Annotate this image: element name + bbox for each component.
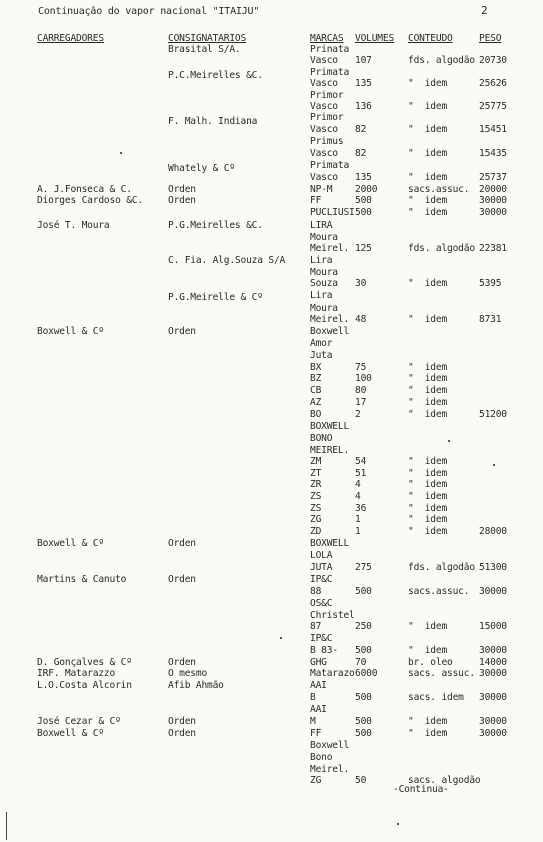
line-conteudo: " idem (408, 101, 448, 112)
line-consignatario: Whately & Cº (168, 163, 235, 174)
line-volumes: 500 (355, 586, 372, 597)
line-peso: 14000 (479, 657, 507, 668)
line-conteudo: " idem (408, 409, 448, 420)
line-marca: Primata (310, 160, 350, 171)
line-peso: 25775 (479, 101, 507, 112)
line-volumes: 500 (355, 692, 372, 703)
line-volumes: 80 (355, 385, 367, 396)
line-conteudo: " idem (408, 397, 448, 408)
line-peso: 30000 (479, 195, 507, 206)
line-volumes: 135 (355, 78, 372, 89)
line-marca: LOLA (310, 550, 333, 561)
line-volumes: 51 (355, 468, 367, 479)
line-conteudo: sacs. algodão (408, 775, 481, 786)
ink-speck (448, 440, 450, 442)
line-peso: 30000 (479, 692, 507, 703)
line-volumes: 82 (355, 124, 367, 135)
line-conteudo: " idem (408, 645, 448, 656)
line-volumes: 82 (355, 148, 367, 159)
margin-mark (6, 812, 7, 840)
line-volumes: 125 (355, 243, 372, 254)
line-peso: 25626 (479, 78, 507, 89)
line-volumes: 500 (355, 716, 372, 727)
line-marca: Meirel. (310, 764, 350, 775)
line-volumes: 135 (355, 172, 372, 183)
line-peso: 15451 (479, 124, 507, 135)
line-marca: ZM (310, 456, 322, 467)
line-volumes: 4 (355, 491, 361, 502)
line-marca: Vasco (310, 172, 338, 183)
line-volumes: 70 (355, 657, 367, 668)
line-marca: ZS (310, 491, 322, 502)
line-marca: Primata (310, 67, 350, 78)
line-marca: Primor (310, 112, 344, 123)
line-consignatario: Orden (168, 728, 196, 739)
line-marca: JUTA (310, 562, 333, 573)
line-marca: Vasco (310, 101, 338, 112)
line-conteudo: " idem (408, 207, 448, 218)
line-marca: ZG (310, 514, 322, 525)
line-marca: BO (310, 409, 322, 420)
ink-speck (120, 152, 122, 154)
line-marca: Moura (310, 232, 338, 243)
line-peso: 30000 (479, 645, 507, 656)
line-volumes: 1 (355, 526, 361, 537)
line-marca: IP&C (310, 574, 333, 585)
line-consignatario: P.G.Meirelles &C. (168, 220, 263, 231)
line-marca: Vasco (310, 148, 338, 159)
line-marca: Amor (310, 338, 333, 349)
line-carregador: A. J.Fonseca & C. (37, 184, 132, 195)
line-marca: Primor (310, 90, 344, 101)
line-volumes: 136 (355, 101, 372, 112)
line-conteudo: " idem (408, 373, 448, 384)
line-peso: 51200 (479, 409, 507, 420)
line-consignatario: O mesmo (168, 668, 208, 679)
line-volumes: 6000 (355, 668, 378, 679)
line-conteudo: " idem (408, 503, 448, 514)
line-conteudo: " idem (408, 621, 448, 632)
line-marca: MEIREL. (310, 445, 350, 456)
line-conteudo: " idem (408, 172, 448, 183)
page-number: 2 (481, 4, 488, 17)
line-consignatario: Brasital S/A. (168, 44, 241, 55)
line-conteudo: fds. algodão (408, 562, 475, 573)
line-consignatario: F. Malh. Indiana (168, 116, 258, 127)
line-volumes: 2000 (355, 184, 378, 195)
line-conteudo: sacs. idem (408, 692, 464, 703)
ink-speck (397, 823, 399, 825)
line-marca: ZD (310, 526, 322, 537)
line-consignatario: Afib Ahmão (168, 680, 224, 691)
line-peso: 30000 (479, 207, 507, 218)
line-conteudo: " idem (408, 78, 448, 89)
line-volumes: 275 (355, 562, 372, 573)
line-volumes: 2 (355, 409, 361, 420)
line-conteudo: " idem (408, 728, 448, 739)
line-volumes: 500 (355, 195, 372, 206)
line-peso: 25737 (479, 172, 507, 183)
line-conteudo: fds. algodão (408, 243, 475, 254)
line-conteudo: " idem (408, 468, 448, 479)
line-conteudo: " idem (408, 479, 448, 490)
line-marca: IP&C (310, 633, 333, 644)
line-carregador: Boxwell & Cº (37, 326, 104, 337)
line-peso: 30000 (479, 728, 507, 739)
line-marca: OS&C (310, 598, 333, 609)
line-marca: AZ (310, 397, 322, 408)
line-marca: NP-M (310, 184, 333, 195)
column-header-volumes: VOLUMES (355, 33, 395, 44)
line-marca: Matarazo (310, 668, 355, 679)
line-consignatario: Orden (168, 538, 196, 549)
line-marca: AAI (310, 704, 327, 715)
line-marca: BOXWELL (310, 538, 350, 549)
line-volumes: 4 (355, 479, 361, 490)
line-marca: LIRA (310, 220, 333, 231)
line-marca: AAI (310, 680, 327, 691)
line-conteudo: " idem (408, 148, 448, 159)
line-marca: Lira (310, 290, 333, 301)
line-marca: B (310, 692, 316, 703)
line-conteudo: " idem (408, 314, 448, 325)
line-marca: Bono (310, 752, 333, 763)
line-conteudo: " idem (408, 716, 448, 727)
line-carregador: Boxwell & Cº (37, 538, 104, 549)
line-marca: GHG (310, 657, 327, 668)
page-title: Continuação do vapor nacional "ITAIJU" (38, 6, 260, 17)
line-conteudo: " idem (408, 491, 448, 502)
line-conteudo: " idem (408, 195, 448, 206)
line-marca: Meirel. (310, 314, 350, 325)
column-header-peso: PESO (479, 33, 502, 44)
line-marca: Lira (310, 255, 333, 266)
line-conteudo: " idem (408, 124, 448, 135)
line-consignatario: Orden (168, 574, 196, 585)
line-carregador: José T. Moura (37, 220, 110, 231)
line-marca: Boxwell (310, 326, 350, 337)
line-consignatario: Orden (168, 326, 196, 337)
line-consignatario: Orden (168, 195, 196, 206)
line-carregador: IRF. Matarazzo (37, 668, 116, 679)
line-marca: Juta (310, 350, 333, 361)
line-consignatario: Orden (168, 184, 196, 195)
line-carregador: Boxwell & Cº (37, 728, 104, 739)
line-marca: ZG (310, 775, 322, 786)
line-marca: Moura (310, 303, 338, 314)
line-peso: 30000 (479, 668, 507, 679)
line-peso: 20730 (479, 55, 507, 66)
column-header-consignatarios: CONSIGNATARIOS (168, 33, 247, 44)
line-marca: BZ (310, 373, 322, 384)
line-marca: PUCLIUSI (310, 207, 355, 218)
line-conteudo: fds. algodão (408, 55, 475, 66)
line-marca: 88 (310, 586, 322, 597)
ink-speck (493, 464, 495, 466)
line-peso: 8731 (479, 314, 502, 325)
line-volumes: 500 (355, 645, 372, 656)
line-carregador: D. Gonçalves & Cº (37, 657, 132, 668)
line-conteudo: " idem (408, 278, 448, 289)
line-volumes: 36 (355, 503, 367, 514)
line-peso: 15000 (479, 621, 507, 632)
line-peso: 15435 (479, 148, 507, 159)
line-conteudo: br. oleo (408, 657, 453, 668)
line-volumes: 500 (355, 207, 372, 218)
line-marca: Vasco (310, 55, 338, 66)
line-marca: 87 (310, 621, 322, 632)
line-volumes: 50 (355, 775, 367, 786)
line-peso: 22381 (479, 243, 507, 254)
line-marca: ZS (310, 503, 322, 514)
line-consignatario: Orden (168, 657, 196, 668)
line-marca: FF (310, 195, 322, 206)
line-consignatario: P.G.Meirelle & Cº (168, 292, 263, 303)
line-marca: BOXWELL (310, 421, 350, 432)
line-marca: Christel (310, 610, 355, 621)
line-marca: Moura (310, 267, 338, 278)
line-conteudo: sacs. assuc. (408, 668, 475, 679)
line-marca: Boxwell (310, 740, 350, 751)
line-conteudo: sacs.assuc. (408, 586, 470, 597)
line-conteudo: " idem (408, 514, 448, 525)
line-marca: FF (310, 728, 322, 739)
continua-note: -Continua- (393, 784, 449, 795)
line-marca: B 83- (310, 645, 338, 656)
line-marca: Souza (310, 278, 338, 289)
line-carregador: L.O.Costa Alcorin (37, 680, 132, 691)
line-volumes: 54 (355, 456, 367, 467)
line-volumes: 100 (355, 373, 372, 384)
line-carregador: Martins & Canuto (37, 574, 127, 585)
line-marca: Primus (310, 136, 344, 147)
line-conteudo: " idem (408, 385, 448, 396)
line-carregador: Diorges Cardoso &C. (37, 195, 143, 206)
line-marca: BX (310, 362, 322, 373)
line-marca: ZR (310, 479, 322, 490)
line-carregador: José Cezar & Cº (37, 716, 121, 727)
line-volumes: 250 (355, 621, 372, 632)
line-volumes: 1 (355, 514, 361, 525)
line-conteudo: " idem (408, 526, 448, 537)
line-conteudo: " idem (408, 456, 448, 467)
line-marca: CB (310, 385, 322, 396)
line-marca: Prinata (310, 44, 350, 55)
line-volumes: 48 (355, 314, 367, 325)
line-peso: 28000 (479, 526, 507, 537)
line-volumes: 17 (355, 397, 367, 408)
line-volumes: 107 (355, 55, 372, 66)
line-marca: M (310, 716, 316, 727)
ink-speck (280, 637, 282, 639)
line-volumes: 500 (355, 728, 372, 739)
line-peso: 51300 (479, 562, 507, 573)
line-volumes: 30 (355, 278, 367, 289)
line-marca: BONO (310, 433, 333, 444)
line-peso: 5395 (479, 278, 502, 289)
line-conteudo: " idem (408, 362, 448, 373)
line-consignatario: Orden (168, 716, 196, 727)
column-header-marcas: MARCAS (310, 33, 344, 44)
column-header-carregadores: CARREGADORES (37, 33, 104, 44)
column-header-conteudo: CONTEUDO (408, 33, 453, 44)
line-marca: Meirel. (310, 243, 350, 254)
line-consignatario: C. Fia. Alg.Souza S/A (168, 255, 286, 266)
line-volumes: 75 (355, 362, 367, 373)
line-peso: 30000 (479, 716, 507, 727)
line-consignatario: P.C.Meirelles &C. (168, 70, 263, 81)
line-marca: ZT (310, 468, 322, 479)
line-peso: 30000 (479, 586, 507, 597)
line-marca: Vasco (310, 124, 338, 135)
line-conteudo: sacs.assuc. (408, 184, 470, 195)
line-marca: Vasco (310, 78, 338, 89)
line-peso: 20000 (479, 184, 507, 195)
